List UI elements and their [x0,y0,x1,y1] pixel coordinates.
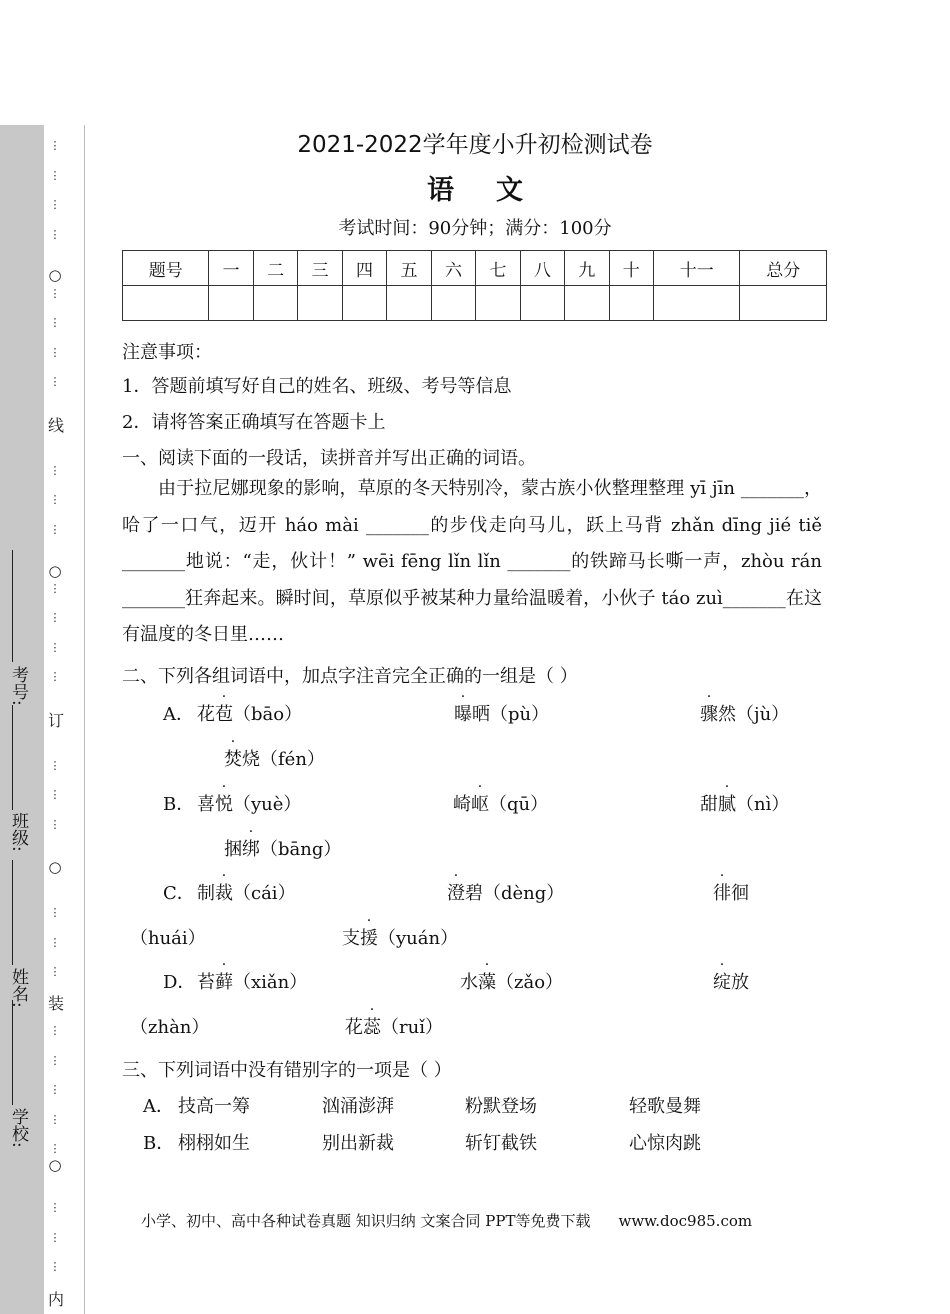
pinyin-text: 碧（dèng） [465,883,565,904]
pinyin-text: 然（jù） [718,704,790,725]
score-header-row [123,251,827,286]
dots-glyph: ⋮ [49,1230,61,1244]
word-text: 制 [197,883,215,904]
pinyin-text: （nì） [736,794,790,815]
score-entry-cell[interactable] [431,286,475,321]
q2-option-item [197,968,307,994]
pinyin-text: （cái） [233,883,296,904]
q3-option-word: 轻歌曼舞 [629,1096,701,1117]
notice-title: 注意事项： [122,342,212,363]
score-entry-cell[interactable] [298,286,342,321]
q2-option-item [453,790,548,816]
dots-glyph: ⋮ [49,935,61,949]
score-entry-cell[interactable] [476,286,520,321]
word-text: （zhàn） [130,1017,210,1038]
score-table [122,250,827,321]
word-text: 苔 [197,972,215,993]
dots-glyph: ⋮ [49,1201,61,1214]
seal-char-zhuang: 装 [48,994,65,1013]
exam-title: 2021-2022学年度小升初检测试卷 [297,132,653,158]
dots-glyph: ⋮ [49,227,61,241]
q2-option-item [130,1013,209,1039]
dots-glyph: ⋮ [49,611,61,624]
dotted-char: 援 [360,928,378,949]
q2-option-item [460,968,563,994]
dotted-char: 岖 [471,794,489,815]
footer [141,1210,752,1231]
q3-option-word: 汹涌澎湃 [322,1096,394,1117]
dotted-char: 悦 [215,794,233,815]
dots-glyph: ⋮ [49,670,61,683]
dots-glyph: ⋮ [49,345,61,359]
dots-glyph: ⋮ [49,168,61,182]
dots-glyph: ⋮ [49,758,61,772]
q2-option-item [713,879,749,905]
footer-url[interactable]: www.doc985.com [618,1212,753,1230]
score-entry-cell[interactable] [253,286,297,321]
word-text: 甜 [700,794,718,815]
dotted-char: 苞 [215,704,233,725]
class-label: 班级: [8,812,28,852]
dots-glyph: ⋮ [49,522,61,536]
q2-option-item [700,700,789,726]
score-header-cell: 八 [520,251,564,286]
dotted-char: 藓 [215,972,233,993]
score-entry-cell[interactable] [387,286,431,321]
dots-glyph: ⋮ [49,1142,61,1155]
dots-glyph: ⋮ [49,1260,61,1273]
dotted-char: 曝 [454,704,472,725]
word-text: 水 [460,972,478,993]
score-entry-cell[interactable] [740,286,827,321]
q2-option-item [713,968,749,994]
q3-option-word: 栩栩如生 [178,1133,250,1154]
dots-glyph: ⋮ [49,788,61,801]
dots-glyph: ⋮ [49,316,61,329]
pinyin-text: 晒（pù） [472,704,550,725]
dots-glyph: ⋮ [49,640,61,654]
score-entry-row [123,286,827,321]
q2-option-letter[interactable]: B． [163,794,195,815]
word-text: 花 [197,704,215,725]
class-field[interactable] [12,705,13,810]
school-field[interactable] [12,1000,13,1105]
footer-text: 小学、初中、高中各种试卷真题 知识归纳 文案合同 PPT等免费下载 [141,1212,591,1230]
dots-glyph: ⋮ [49,463,61,477]
q2-stem: 二、下列各组词语中，加点字注音完全正确的一组是（ ） [122,666,578,687]
q3-option-letter[interactable]: B． [143,1133,175,1154]
score-entry-cell[interactable] [520,286,564,321]
q3-option-word: 技高一筹 [178,1096,250,1117]
dotted-char: 徘 [713,883,731,904]
score-entry-cell[interactable] [209,286,253,321]
seal-char-line: 线 [48,416,65,435]
q2-option-item [197,700,302,726]
dots-glyph: ⋮ [49,906,61,919]
dots-glyph: ⋮ [49,581,61,595]
q2-option-letter[interactable]: A． [163,704,194,725]
q2-option-item [700,790,789,816]
notice-item: 2．请将答案正确填写在答题卡上 [122,412,386,433]
q1-passage [122,471,822,654]
q2-option-item [130,924,206,950]
q1-stem: 一、阅读下面的一段话，读拼音并写出正确的词语。 [122,448,536,469]
pinyin-text: （qū） [489,794,549,815]
subject-title: 语文 [427,175,565,206]
dotted-char: 焚 [224,749,242,770]
name-field[interactable] [12,860,13,965]
number-label: 考号: [8,666,28,706]
pinyin-text: 徊 [731,883,749,904]
word-text: 崎 [453,794,471,815]
circle-mark: ○ [48,266,62,284]
dots-glyph: ⋮ [49,1053,61,1067]
dotted-char: 腻 [718,794,736,815]
pinyin-text: （bāo） [233,704,303,725]
q1-passage-text: 由于拉尼娜现象的影响，草原的冬天特别冷，蒙古族小伙整理整理 yī jīn _______，哈了一口气，迈开 háo mài _______的步伐走向马儿，跃上马背 zhǎn dīng jié tiě _______地说：“走，伙计！” wēi fēng lǐn lǐn _______的铁蹄马长嘶一声，zhòu rán _______狂奔起来。瞬时间，草原似乎被某种力量给温暖着，小伙子 táo zuì_______在这有温度的冬日里…… [122,478,822,645]
pinyin-text: （yuè） [233,794,302,815]
q3-option-word: 心惊肉跳 [629,1133,701,1154]
q2-option-letter[interactable]: C． [163,883,195,904]
dots-glyph: ⋮ [49,1112,61,1126]
dots-glyph: ⋮ [49,965,61,978]
q3-option-word: 粉默登场 [465,1096,537,1117]
number-field[interactable] [12,550,13,662]
score-header-cell: 九 [565,251,609,286]
name-label: 姓名: [8,968,28,1008]
q3-option-word: 斩钉截铁 [465,1133,537,1154]
pinyin-text: （bāng） [260,839,342,860]
score-header-cell: 二 [253,251,297,286]
dotted-char: 骤 [700,704,718,725]
q2-option-item [447,879,564,905]
pinyin-text: （zǎo） [496,972,564,993]
circle-mark: ○ [48,858,62,876]
score-header-cell: 五 [387,251,431,286]
dotted-char: 澄 [447,883,465,904]
score-header-cell: 一 [209,251,253,286]
score-header-cell: 四 [342,251,386,286]
q2-option-item [345,1013,443,1039]
circle-mark: ○ [48,1156,62,1174]
q2-option-item [454,700,549,726]
q2-option-item [342,924,458,950]
score-header-cell: 七 [476,251,520,286]
q2-option-item [224,745,325,771]
pinyin-text: （xiǎn） [233,972,308,993]
dotted-char: 藻 [478,972,496,993]
dotted-char: 绑 [242,839,260,860]
dots-glyph: ⋮ [49,1083,61,1096]
score-header-cell: 总分 [740,251,827,286]
word-text: 喜 [197,794,215,815]
q3-option-word: 别出新裁 [322,1133,394,1154]
score-header-cell: 六 [431,251,475,286]
score-entry-cell[interactable] [609,286,653,321]
word-text: 花 [345,1017,363,1038]
q3-option-letter[interactable]: A． [143,1096,174,1117]
dotted-char: 蕊 [363,1017,381,1038]
pinyin-text: （ruǐ） [381,1017,443,1038]
score-header-cell: 题号 [123,251,209,286]
dots-glyph: ⋮ [49,375,61,388]
q2-option-letter[interactable]: D． [163,972,196,993]
score-entry-cell[interactable] [565,286,609,321]
score-header-cell: 十 [609,251,653,286]
word-text: 捆 [224,839,242,860]
dots-glyph: ⋮ [49,286,61,300]
binding-line [84,125,85,1314]
word-text: （huái） [130,928,206,949]
score-entry-cell[interactable] [342,286,386,321]
dots-glyph: ⋮ [49,493,61,506]
seal-char-nei: 内 [48,1290,65,1309]
score-entry-cell[interactable] [123,286,209,321]
pinyin-text: （yuán） [378,928,459,949]
q2-option-item [197,790,301,816]
seal-char-ding: 订 [48,711,65,730]
word-text: 支 [342,928,360,949]
q2-option-item [197,879,296,905]
dots-glyph: ⋮ [49,1024,61,1037]
q2-option-item [224,835,341,861]
q3-stem: 三、下列词语中没有错别字的一项是（ ） [122,1060,452,1081]
score-header-cell: 十一 [653,251,739,286]
score-header-cell: 三 [298,251,342,286]
exam-info: 考试时间：90分钟；满分：100分 [338,218,612,239]
pinyin-text: 烧（fén） [242,749,325,770]
dots-glyph: ⋮ [49,139,61,152]
dots-glyph: ⋮ [49,817,61,831]
circle-mark: ○ [48,562,62,580]
pinyin-text: 放 [731,972,749,993]
dots-glyph: ⋮ [49,198,61,211]
score-entry-cell[interactable] [653,286,739,321]
school-label: 学校: [8,1108,28,1148]
dotted-char: 绽 [713,972,731,993]
notice-item: 1．答题前填写好自己的姓名、班级、考号等信息 [122,376,512,397]
dotted-char: 裁 [215,883,233,904]
seal-dotted-line [48,128,65,1314]
